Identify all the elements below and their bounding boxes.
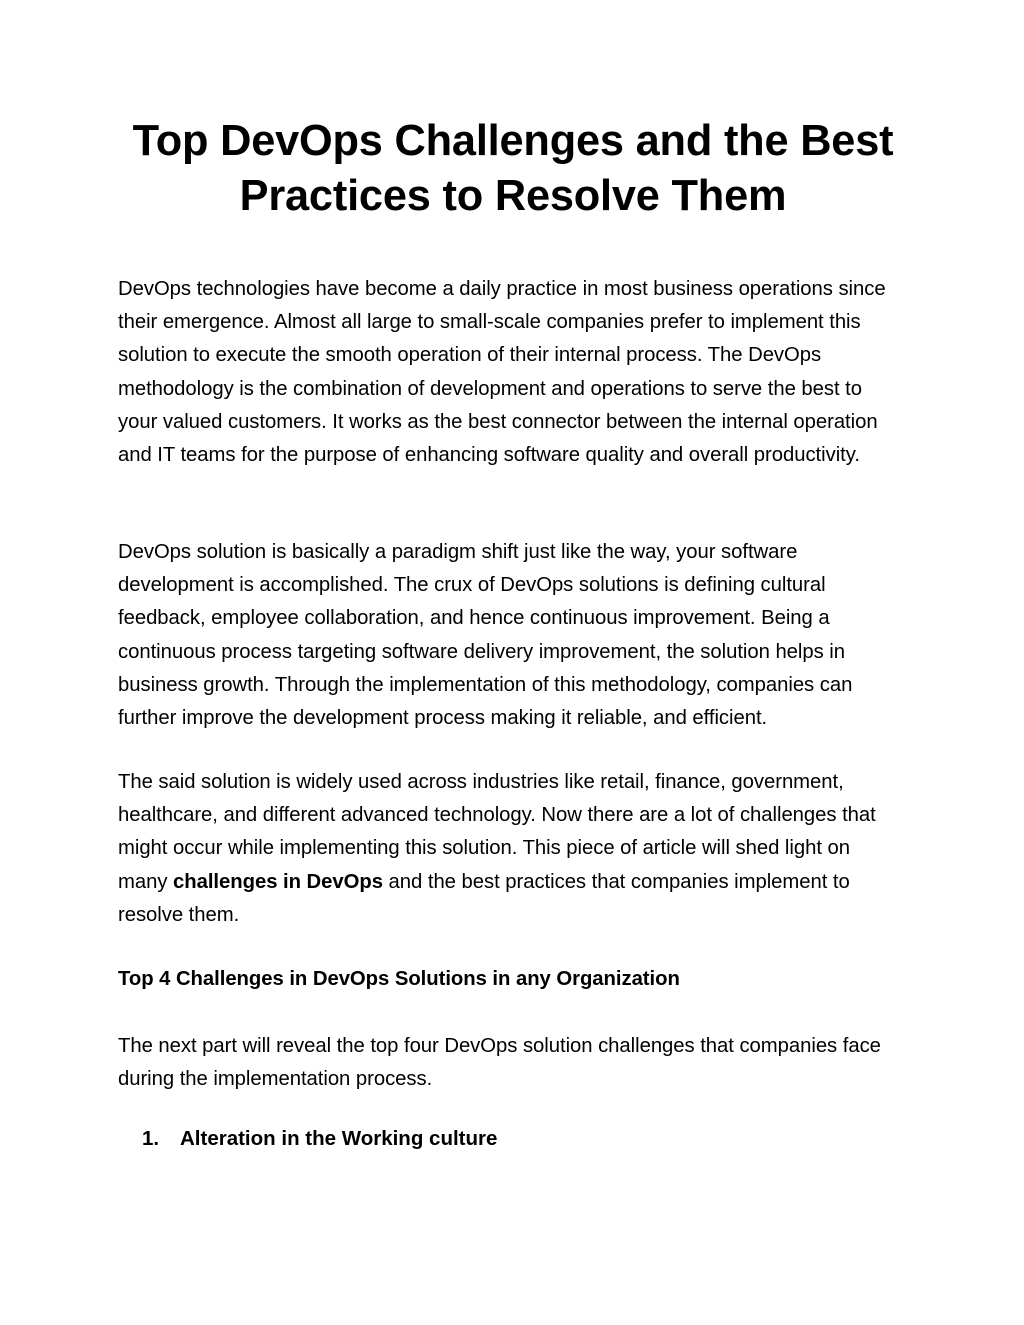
page-title-line-2: Practices to Resolve Them: [239, 171, 787, 220]
section-heading-text: Top 4 Challenges in DevOps Solutions in any Organization: [118, 967, 680, 990]
paragraph-industries-text: [118, 765, 900, 931]
page-title-line-1: Top DevOps Challenges and the Best: [132, 116, 894, 165]
paragraph-paradigm-shift-text: DevOps solution is basically a paradigm shift just like the way, your software development is accomplished. The crux of DevOps solutions is defining cultural feedback, employee collaboration, and hence continuous improvement. Being a continuous process targeting software delivery improvement, the solution helps in business growth. Through the implementation of this methodology, companies can further improve the development process making it reliable, and efficient.: [118, 540, 853, 730]
paragraph-intro: [118, 272, 900, 471]
paragraph-next-part: [118, 1029, 900, 1095]
list-item-label: Alteration in the Working culture: [180, 1127, 498, 1150]
paragraph-industries-part-2: and the best practices that companies implement to resolve them.: [118, 869, 850, 926]
paragraph-industries: [118, 765, 900, 931]
challenges-list: [118, 1122, 908, 1155]
paragraph-paradigm-shift: [118, 535, 900, 734]
paragraph-next-part-text: The next part will reveal the top four DevOps solution challenges that companies face during the implementation process.: [118, 1034, 881, 1091]
list-item: [118, 1122, 908, 1155]
inline-emphasis-challenges-in-devops: challenges in DevOps: [173, 869, 383, 893]
paragraph-intro-text: DevOps technologies have become a daily practice in most business operations since their emergence. Almost all large to small-scale companies prefer to implement this solution to execute the smooth operation of their internal process. The DevOps methodology is the combination of development and operations to serve the best to your valued customers. It works as the best connector between the internal operation and IT teams for the purpose of enhancing software quality and overall productivity.: [118, 277, 886, 467]
paragraph-industries-part-1: The said solution is widely used across industries like retail, finance, government, healthcare, and different advanced technology. Now there are a lot of challenges that might occur while implementing this solution. This piece of article will shed light on many: [118, 770, 876, 893]
page-title: [124, 113, 902, 223]
list-item-marker: 1.: [142, 1127, 160, 1150]
section-heading: [118, 962, 900, 995]
